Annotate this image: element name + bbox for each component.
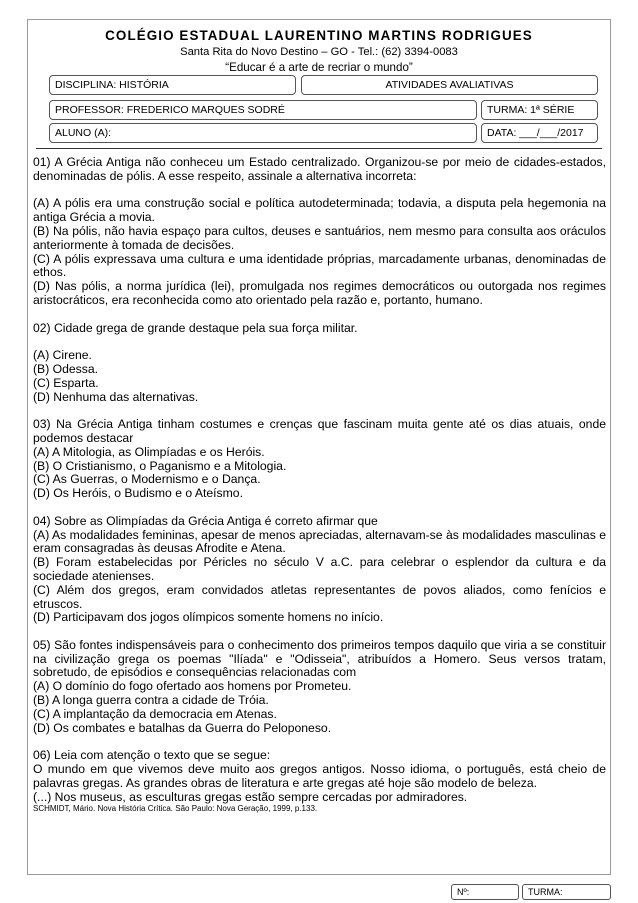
answer-option: (C) As Guerras, o Modernismo e o Dança. <box>33 472 261 487</box>
aluno-field[interactable]: ALUNO (A): <box>49 123 477 143</box>
spacer <box>33 184 606 198</box>
spacer <box>33 335 606 349</box>
question-stem: 01) A Grécia Antiga não conheceu um Estado centralizado. Organizou-se por meio de cidades-estados, denominadas de pólis. A esse respeito, assinale a alternativa incorreta: <box>33 155 606 183</box>
answer-option: (D) Nas pólis, a norma jurídica (lei), promulgada nos regimes democráticos ou outorgada nos regimes aristocráticos, era reconhecida como ato orientado pela razão e, portanto, humano. <box>33 279 606 307</box>
question-stem: 04) Sobre as Olimpíadas da Grécia Antiga é correto afirmar que <box>33 513 378 528</box>
answer-option: (C) Esparta. <box>33 375 99 390</box>
school-name: COLÉGIO ESTADUAL LAURENTINO MARTINS RODRIGUES <box>105 28 533 43</box>
answer-option: (D) Os combates e batalhas da Guerra do Peloponeso. <box>33 720 332 735</box>
atividades-field: ATIVIDADES AVALIATIVAS <box>301 75 598 95</box>
source-citation: SCHMIDT, Mário. Nova História Crítica. São Paulo: Nova Geração, 1999, p.133. <box>33 804 318 814</box>
answer-option: (B) O Cristianismo, o Paganismo e a Mitologia. <box>33 458 287 473</box>
answer-option: (C) A pólis expressava uma cultura e uma identidade próprias, marcadamente urbanas, denominadas de ethos. <box>33 251 606 280</box>
reading-text: (...) Nos museus, as esculturas gregas estão sempre cercadas por admiradores. <box>33 789 468 804</box>
answer-option: (B) Na pólis, não havia espaço para cultos, deuses e santuários, nem mesmo para consulta aos oráculos anteriormente à tomada de decisões. <box>33 223 606 252</box>
spacer <box>33 501 606 515</box>
footer-turma[interactable]: TURMA: <box>522 884 611 900</box>
question-stem: 03) Na Grécia Antiga tinham costumes e crenças que fascinam muita gente até os dias atuais, onde podemos destacar <box>33 417 606 445</box>
school-motto: “Educar é a arte de recriar o mundo” <box>225 61 413 74</box>
footer-numero[interactable]: Nº: <box>451 884 519 900</box>
answer-option: (D) Nenhuma das alternativas. <box>33 389 199 404</box>
question-stem: 06) Leia com atenção o texto que se segue: <box>33 748 271 763</box>
spacer <box>33 308 606 322</box>
answer-option: (A) A Mitologia, as Olimpíadas e os Heróis. <box>33 444 265 459</box>
answer-option: (D) Os Heróis, o Budismo e o Ateísmo. <box>33 486 243 501</box>
question-stem: 02) Cidade grega de grande destaque pela sua força militar. <box>33 320 358 335</box>
answer-option: (C) A implantação da democracia em Atenas. <box>33 706 277 721</box>
answer-option: (A) As modalidades femininas, apesar de menos apreciadas, alternavam-se às modalidades masculinas e eram consagradas às deusas Afrodite e Atena. <box>33 527 606 556</box>
spacer <box>33 404 606 418</box>
answer-option: (A) O domínio do fogo ofertado aos homens por Prometeu. <box>33 679 352 694</box>
question-stem: 05) São fontes indispensáveis para o conhecimento dos primeiros tempos daquilo que viria a se constituir na civilização grega os poemas "Ilíada" e "Odisseia", atribuídos a Homero. Seus versos tratam, sobretudo, de episódios e consequências relacionadas com <box>33 637 606 680</box>
answer-option: (A) Cirene. <box>33 348 92 363</box>
answer-option: (B) A longa guerra contra a cidade de Tróia. <box>33 693 269 708</box>
answer-option: (B) Odessa. <box>33 361 99 376</box>
answer-option: (D) Participavam dos jogos olímpicos somente homens no início. <box>33 610 384 625</box>
answer-option: (C) Além dos gregos, eram convidados atletas representantes de povos aliados, como fenícios e etruscos. <box>33 582 606 611</box>
header-divider <box>36 148 602 149</box>
reading-text: O mundo em que vivemos deve muito aos gregos antigos. Nosso idioma, o português, está cheio de palavras gregas. As grandes obras de literatura e arte gregas até hoje são modelo de beleza. <box>33 762 606 790</box>
questions-area <box>33 156 606 813</box>
answer-option: (B) Foram estabelecidas por Péricles no século V a.C. para celebrar o esplendor da cultura e da sociedade atenienses. <box>33 555 606 583</box>
answer-option: (A) A pólis era uma construção social e política autodeterminada; todavia, a disputa pela hegemonia na antiga Grécia a movia. <box>33 196 606 225</box>
professor-field: PROFESSOR: FREDERICO MARQUES SODRÉ <box>49 100 477 120</box>
spacer <box>33 735 606 749</box>
turma-field: TURMA: 1ª SÉRIE <box>481 100 598 120</box>
spacer <box>33 625 606 639</box>
document-page <box>27 19 611 875</box>
data-field[interactable]: DATA: ___/___/2017 <box>481 123 598 143</box>
school-address: Santa Rita do Novo Destino – GO - Tel.: (62) 3394-0083 <box>180 46 458 58</box>
disciplina-field: DISCIPLINA: HISTÓRIA <box>49 75 296 95</box>
